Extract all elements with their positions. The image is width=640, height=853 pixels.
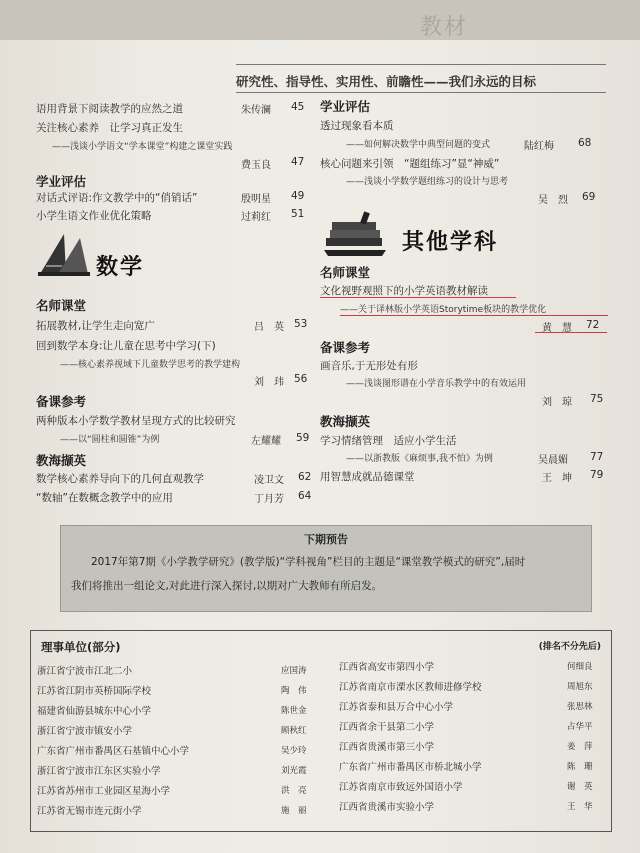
member-name: 何细良 [567,662,593,672]
section-heading: 学业评估 [36,174,87,189]
entry-title: 语用背景下阅读教学的应然之道 [36,103,183,115]
entry-title: 小学生语文作业优化策略 [36,210,152,222]
member-unit: 江苏省江阴市英桥国际学校 [37,686,152,697]
section-heading: 备课参考 [320,340,371,355]
member-unit: 江苏省无锡市连元街小学 [37,806,142,817]
math-ruler-icon [36,230,92,278]
entry-page: 62 [298,471,312,483]
section-heading: 学业评估 [320,99,371,114]
entry-author: 吴 烈 [538,195,568,206]
member-unit: 江西省余干县第二小学 [339,722,435,733]
entry-title: 对话式评语:作文教学中的“俏销话” [36,192,198,204]
entry-title: 透过现象看本质 [320,120,394,132]
entry-title: 数学核心素养导向下的几何直观教学 [36,473,204,485]
entry-title: 关注核心素养 让学习真正发生 [36,122,183,134]
subject-title-other: 其他学科 [402,230,499,255]
member-name: 陶 伟 [281,686,307,696]
entry-page: 68 [578,137,592,149]
member-unit: 江苏省南京市致远外国语小学 [339,782,463,793]
entry-author: 黄 慧 [542,323,572,334]
member-unit: 浙江省宁波市镇安小学 [37,726,133,737]
member-unit: 福建省仙游县城东中心小学 [37,706,152,717]
red-underline [320,297,516,298]
entry-author: 吴晨媚 [538,455,568,466]
member-name: 刘光霞 [281,766,307,776]
member-name: 王 华 [567,802,593,812]
entry-title: 文化视野观照下的小学英语教材解读 [320,285,488,297]
entry-title: 核心问题来引领 “题组练习”显“神威” [320,158,500,170]
member-name: 占华平 [567,722,593,732]
member-name: 顾秋红 [281,726,307,736]
preview-line: 我们将推出一组论文,对此进行深入探讨,以期对广大教师有所启发。 [71,580,383,592]
entry-page: 56 [294,373,308,385]
red-underline [535,332,607,333]
entry-subtitle: ——核心素养视域下儿童数学思考的教学建构 [60,360,241,370]
member-unit: 江苏省泰和县万合中心小学 [339,702,454,713]
entry-author: 朱传澜 [241,105,271,116]
entry-subtitle: ——浅谈图形谱在小学音乐教学中的有效运用 [346,379,527,389]
red-underline [340,315,608,316]
council-members-box [30,630,612,832]
entry-page: 53 [294,318,308,330]
next-issue-preview [60,525,592,612]
member-name: 姜 萍 [567,742,593,752]
entry-page: 49 [291,190,305,202]
entry-author: 王 坤 [542,473,572,484]
section-heading: 教海撷英 [320,414,371,429]
entry-title: 拓展教材,让学生走向宽广 [36,320,155,332]
member-unit: 广东省广州市番禺区石基镇中心小学 [37,746,190,757]
motto: 研究性、指导性、实用性、前瞻性——我们永远的目标 [236,74,537,89]
member-name: 周旭东 [567,682,593,692]
member-name: 张思林 [567,702,593,712]
member-name: 应国涛 [281,666,307,676]
member-unit: 江苏省苏州市工业园区星海小学 [37,786,171,797]
motto-bottom-rule [236,92,606,93]
top-strip [0,0,640,40]
motto-top-rule [236,64,606,65]
ghost-heading: 教材 [420,15,469,40]
member-unit: 江西省贵溪市实验小学 [339,802,435,813]
entry-title: “数轴”在数概念教学中的应用 [36,492,173,504]
entry-page: 64 [298,490,312,502]
preview-title: 下期预告 [304,533,348,546]
entry-subtitle: ——关于译林版小学英语Storytime板块的教学优化 [340,305,547,315]
section-heading: 名师课堂 [36,298,87,313]
entry-title: 画音乐,于无形处有形 [320,360,418,372]
member-unit: 江苏省南京市溧水区教师进修学校 [339,682,482,693]
preview-line: 2017年第7期《小学教学研究》(教学版)“学科视角”栏目的主题是“课堂教学模式的研究”,届时 [91,556,526,568]
member-name: 陈世金 [281,706,307,716]
entry-author: 费玉良 [241,160,271,171]
entry-subtitle: ——浅谈小学语文“学本课堂”构建之课堂实践 [52,142,233,152]
entry-page: 77 [590,451,604,463]
entry-page: 79 [590,469,604,481]
entry-author: 刘 琼 [542,397,572,408]
entry-page: 45 [291,101,305,113]
entry-subtitle: ——以浙教版《麻烦事,我不怕》为例 [346,454,493,464]
member-name: 施 丽 [281,806,307,816]
member-unit: 浙江省宁波市江东区实验小学 [37,766,161,777]
entry-page: 59 [296,432,310,444]
members-title: 理事单位(部分) [41,640,121,654]
entry-author: 凌卫文 [254,475,284,486]
subject-title-math: 数学 [96,255,145,280]
member-unit: 江西省贵溪市第三小学 [339,742,435,753]
entry-title: 学习情绪管理 适应小学生活 [320,435,457,447]
entry-page: 69 [582,191,596,203]
entry-subtitle: ——以“圆柱和圆锥”为例 [60,435,160,445]
section-heading: 名师课堂 [320,265,371,280]
entry-subtitle: ——浅谈小学数学题组练习的设计与思考 [346,177,509,187]
entry-page: 72 [586,319,600,331]
entry-subtitle: ——如何解决数学中典型问题的变式 [346,140,491,150]
member-unit: 浙江省宁波市江北二小 [37,666,133,677]
entry-title: 用智慧成就品德课堂 [320,471,415,483]
section-heading: 教海撷英 [36,453,87,468]
entry-author: 过莉红 [241,212,271,223]
member-unit: 广东省广州市番禺区市桥北城小学 [339,762,482,773]
entry-author: 陆红梅 [524,141,554,152]
entry-title: 两种版本小学数学教材呈现方式的比较研究 [36,415,236,427]
entry-author: 刘 玮 [254,377,284,388]
entry-author: 丁月芳 [254,494,284,505]
books-icon [322,210,392,258]
entry-author: 殷明星 [241,194,271,205]
entry-author: 吕 英 [254,322,284,333]
entry-page: 51 [291,208,305,220]
member-name: 洪 亮 [281,786,307,796]
members-note: (排名不分先后) [538,642,601,652]
entry-page: 75 [590,393,604,405]
member-name: 吴少玲 [281,746,307,756]
section-heading: 备课参考 [36,394,87,409]
entry-author: 左耀耀 [251,436,281,447]
member-name: 谢 英 [567,782,593,792]
member-unit: 江西省高安市第四小学 [339,662,435,673]
member-name: 陈 珊 [567,762,593,772]
entry-page: 47 [291,156,305,168]
entry-title: 回到数学本身:让儿童在思考中学习(下) [36,340,216,352]
